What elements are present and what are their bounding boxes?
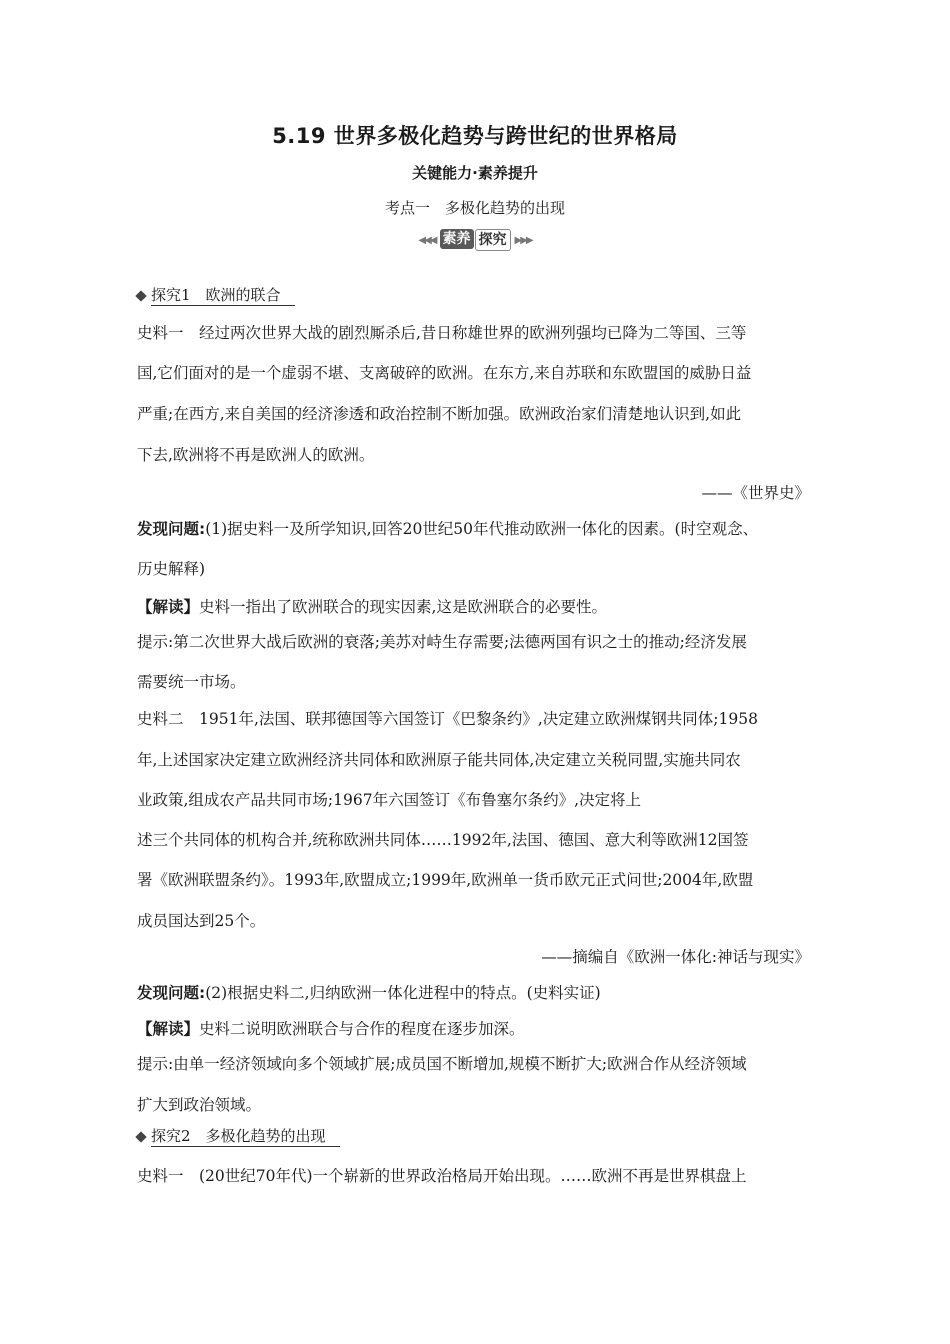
question-text: (2)根据史料二,归纳欧洲一体化进程中的特点。(史料实证)	[205, 984, 601, 1002]
interpretation-label: 【解读】	[137, 598, 200, 616]
section-heading-1	[137, 285, 295, 306]
question-label: 发现问题:	[137, 520, 206, 538]
question-line	[137, 518, 817, 540]
text-line: 述三个共同体的机构合并,统称欧洲共同体……1992年,法国、德国、意大利等欧洲12国签	[137, 831, 749, 849]
source-citation: ——《世界史》	[701, 484, 810, 502]
text-line: 需要统一市场。	[137, 673, 246, 691]
text-line: 严重;在西方,来自美国的经济渗透和政治控制不断加强。欧洲政治家们清楚地认识到,如此	[137, 405, 742, 423]
source-citation: ——摘编自《欧洲一体化:神话与现实》	[541, 948, 810, 966]
text-line: 历史解释)	[137, 560, 206, 578]
left-arrows-icon: ◀◀◀	[418, 234, 436, 246]
section-heading-text: 探究2 多极化趋势的出现	[151, 1126, 340, 1147]
question-label: 发现问题:	[137, 984, 206, 1002]
text-line: 成员国达到25个。	[137, 912, 266, 930]
interpretation-text: 史料二说明欧洲联合与合作的程度在逐步加深。	[199, 1020, 525, 1038]
text-line: 国,它们面对的是一个虚弱不堪、支离破碎的欧洲。在东方,来自苏联和东欧盟国的威胁日益	[137, 364, 752, 382]
text-line: 业政策,组成农产品共同市场;1967年六国签订《布鲁塞尔条约》,决定将上	[137, 791, 642, 809]
interpretation-line	[137, 1018, 817, 1040]
section-heading-2	[137, 1126, 340, 1147]
page-subtitle: 关键能力·素养提升	[412, 164, 538, 182]
right-arrows-icon: ▶▶▶	[514, 234, 532, 246]
diamond-bullet-icon	[135, 1131, 146, 1142]
text-line: 史料一 经过两次世界大战的剧烈厮杀后,昔日称雄世界的欧洲列强均已降为二等国、三等	[137, 324, 747, 342]
point-title: 考点一 多极化趋势的出现	[384, 199, 565, 217]
banner-tag	[440, 229, 511, 251]
banner-tag-part1: 素养	[440, 229, 474, 249]
section-heading-text: 探究1 欧洲的联合	[151, 285, 295, 306]
section-banner	[0, 228, 950, 252]
hint-line: 提示:第二次世界大战后欧洲的衰落;美苏对峙生存需要;法德两国有识之士的推动;经济发展	[137, 633, 747, 651]
text-line: 扩大到政治领域。	[137, 1096, 262, 1114]
interpretation-line	[137, 596, 817, 618]
text-line: 史料一 (20世纪70年代)一个崭新的世界政治格局开始出现。……欧洲不再是世界棋盘上	[137, 1167, 747, 1185]
diamond-bullet-icon	[135, 290, 146, 301]
text-line: 下去,欧洲将不再是欧洲人的欧洲。	[137, 446, 375, 464]
interpretation-label: 【解读】	[137, 1020, 200, 1038]
text-line: 史料二 1951年,法国、联邦德国等六国签订《巴黎条约》,决定建立欧洲煤钢共同体;1958	[137, 710, 758, 728]
banner-tag-part2: 探究	[475, 229, 511, 251]
text-line: 署《欧洲联盟条约》。1993年,欧盟成立;1999年,欧洲单一货币欧元正式问世;2004年,欧盟	[137, 871, 754, 889]
text-line: 年,上述国家决定建立欧洲经济共同体和欧洲原子能共同体,决定建立关税同盟,实施共同农	[137, 751, 741, 769]
question-text: (1)据史料一及所学知识,回答20世纪50年代推动欧洲一体化的因素。(时空观念、	[205, 520, 759, 538]
hint-line: 提示:由单一经济领域向多个领域扩展;成员国不断增加,规模不断扩大;欧洲合作从经济领域	[137, 1055, 747, 1073]
page-title: 5.19 世界多极化趋势与跨世纪的世界格局	[272, 124, 678, 148]
question-line	[137, 982, 817, 1004]
interpretation-text: 史料一指出了欧洲联合的现实因素,这是欧洲联合的必要性。	[199, 598, 607, 616]
